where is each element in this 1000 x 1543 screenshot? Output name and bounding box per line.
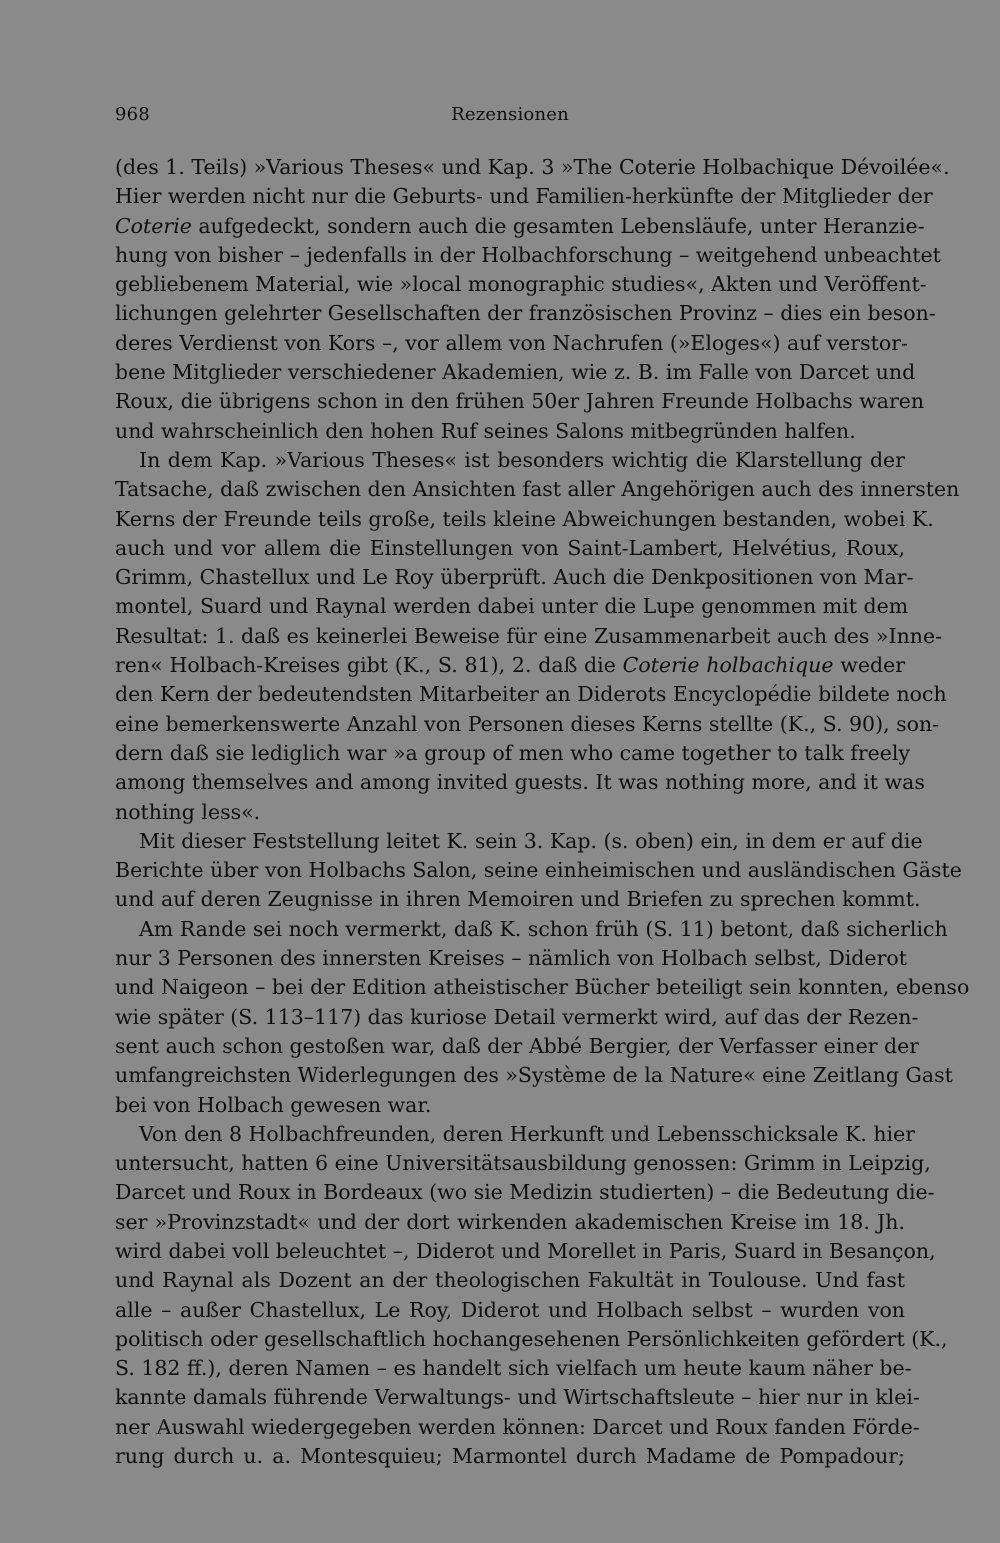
text-line: Am Rande sei noch vermerkt, daß K. schon früh (S. 11) betont, daß sicherlich: [139, 916, 948, 941]
text-line: Roux, die übrigens schon in den frühen 50er Jahren Freunde Holbachs waren: [115, 389, 925, 414]
text-line: hung von bisher – jedenfalls in der Holbachforschung – weitgehend unbeachtet: [115, 242, 941, 267]
text-line: among themselves and among invited guests. It was nothing more, and it was: [115, 770, 925, 795]
text-line: (des 1. Teils) »Various Theses« und Kap. 3 »The Coterie Holbachique Dévoilée«.: [115, 155, 950, 179]
text-line: Mit dieser Feststellung leitet K. sein 3. Kap. (s. oben) ein, in dem er auf die: [139, 828, 923, 853]
page-number: 968: [115, 104, 150, 125]
text-line: gebliebenem Material, wie »local monographic studies«, Akten und Veröffent-: [115, 272, 927, 297]
italic-text: Coterie: [115, 213, 192, 238]
text-line: montel, Suard und Raynal werden dabei unter die Lupe genommen mit dem: [115, 594, 909, 619]
paragraph: [115, 446, 960, 827]
text-line: und Naigeon – bei der Edition atheistischer Bücher beteiligt sein konnten, ebenso: [115, 975, 970, 1000]
text-line: ner Auswahl wiedergegeben werden können: Darcet und Roux fanden Förde-: [115, 1414, 920, 1439]
paragraph: [115, 1120, 948, 1472]
text-line: kannte damals führende Verwaltungs- und Wirtschaftsleute – hier nur in klei-: [115, 1385, 920, 1410]
text-line: untersucht, hatten 6 eine Universitätsausbildung genossen: Grimm in Leipzig,: [115, 1151, 931, 1176]
text-line: und wahrscheinlich den hohen Ruf seines Salons mitbegründen halfen.: [115, 418, 856, 443]
text-line: bei von Holbach gewesen war.: [115, 1092, 432, 1117]
text-line: umfangreichsten Widerlegungen des »Système de la Nature« eine Zeitlang Gast: [115, 1063, 953, 1088]
text-line: In dem Kap. »Various Theses« ist besonders wichtig die Klarstellung der: [139, 447, 905, 472]
text-line: den Kern der bedeutendsten Mitarbeiter an Diderots Encyclopédie bildete noch: [115, 682, 947, 707]
text-line: nothing less«.: [115, 799, 261, 824]
paragraph: [115, 153, 950, 446]
text-line: Hier werden nicht nur die Geburts- und Familien-herkünfte der Mitglieder der: [115, 184, 933, 209]
italic-text: Coterie holbachique: [622, 653, 834, 678]
text-line: rung durch u. a. Montesquieu; Marmontel durch Madame de Pompadour;: [115, 1444, 905, 1469]
text-line: dern daß sie lediglich war »a group of men who came together to talk freely: [115, 740, 911, 765]
text-line: wie später (S. 113–117) das kuriose Detail vermerkt wird, auf das der Rezen-: [115, 1004, 919, 1029]
text-line: eine bemerkenswerte Anzahl von Personen dieses Kerns stellte (K., S. 90), son-: [115, 711, 940, 736]
text-line: Von den 8 Holbachfreunden, deren Herkunft und Lebensschicksale K. hier: [139, 1121, 916, 1146]
text-line: bene Mitglieder verschiedener Akademien, wie z. B. im Falle von Darcet und: [115, 360, 916, 385]
text-line: nur 3 Personen des innersten Kreises – nämlich von Holbach selbst, Diderot: [115, 946, 907, 971]
text-line: Kerns der Freunde teils große, teils kleine Abweichungen bestanden, wobei K.: [115, 506, 934, 531]
paragraph: [115, 827, 962, 915]
running-title: Rezensionen: [451, 104, 569, 125]
text-line: alle – außer Chastellux, Le Roy, Diderot und Holbach selbst – wurden von: [115, 1297, 905, 1322]
page-header: [115, 104, 905, 130]
paragraph: [115, 915, 970, 1120]
text-line: und Raynal als Dozent an der theologischen Fakultät in Toulouse. Und fast: [115, 1268, 905, 1293]
body-text: [115, 153, 970, 1471]
text-line: ren« Holbach-Kreises gibt (K., S. 81), 2. daß die Coterie holbachique weder: [115, 653, 906, 678]
text-line: wird dabei voll beleuchtet –, Diderot und Morellet in Paris, Suard in Besançon,: [115, 1238, 936, 1263]
text-line: Berichte über von Holbachs Salon, seine einheimischen und ausländischen Gäste: [115, 858, 962, 883]
text-line: und auf deren Zeugnisse in ihren Memoiren und Briefen zu sprechen kommt.: [115, 887, 921, 912]
text-line: Darcet und Roux in Bordeaux (wo sie Medizin studierten) – die Bedeutung die-: [115, 1180, 935, 1205]
text-line: S. 182 ff.), deren Namen – es handelt sich vielfach um heute kaum näher be-: [115, 1356, 912, 1381]
text-line: sent auch schon gestoßen war, daß der Abbé Bergier, der Verfasser einer der: [115, 1033, 920, 1058]
text-line: Grimm, Chastellux und Le Roy überprüft. Auch die Denkpositionen von Mar-: [115, 565, 914, 590]
text-line: Resultat: 1. daß es keinerlei Beweise für eine Zusammenarbeit auch des »Inne-: [115, 623, 943, 648]
text-line: lichungen gelehrter Gesellschaften der französischen Provinz – dies ein beson-: [115, 301, 936, 326]
text-line: ser »Provinzstadt« und der dort wirkenden akademischen Kreise im 18. Jh.: [115, 1209, 905, 1234]
text-line: Coterie aufgedeckt, sondern auch die gesamten Lebensläufe, unter Heranzie-: [115, 213, 925, 238]
text-line: auch und vor allem die Einstellungen von Saint-Lambert, Helvétius, Roux,: [115, 535, 905, 560]
text-line: deres Verdienst von Kors –, vor allem von Nachrufen (»Eloges«) auf verstor-: [115, 330, 908, 355]
text-line: Tatsache, daß zwischen den Ansichten fast aller Angehörigen auch des innersten: [115, 477, 960, 502]
text-line: politisch oder gesellschaftlich hochangesehenen Persönlichkeiten gefördert (K.,: [115, 1326, 948, 1351]
